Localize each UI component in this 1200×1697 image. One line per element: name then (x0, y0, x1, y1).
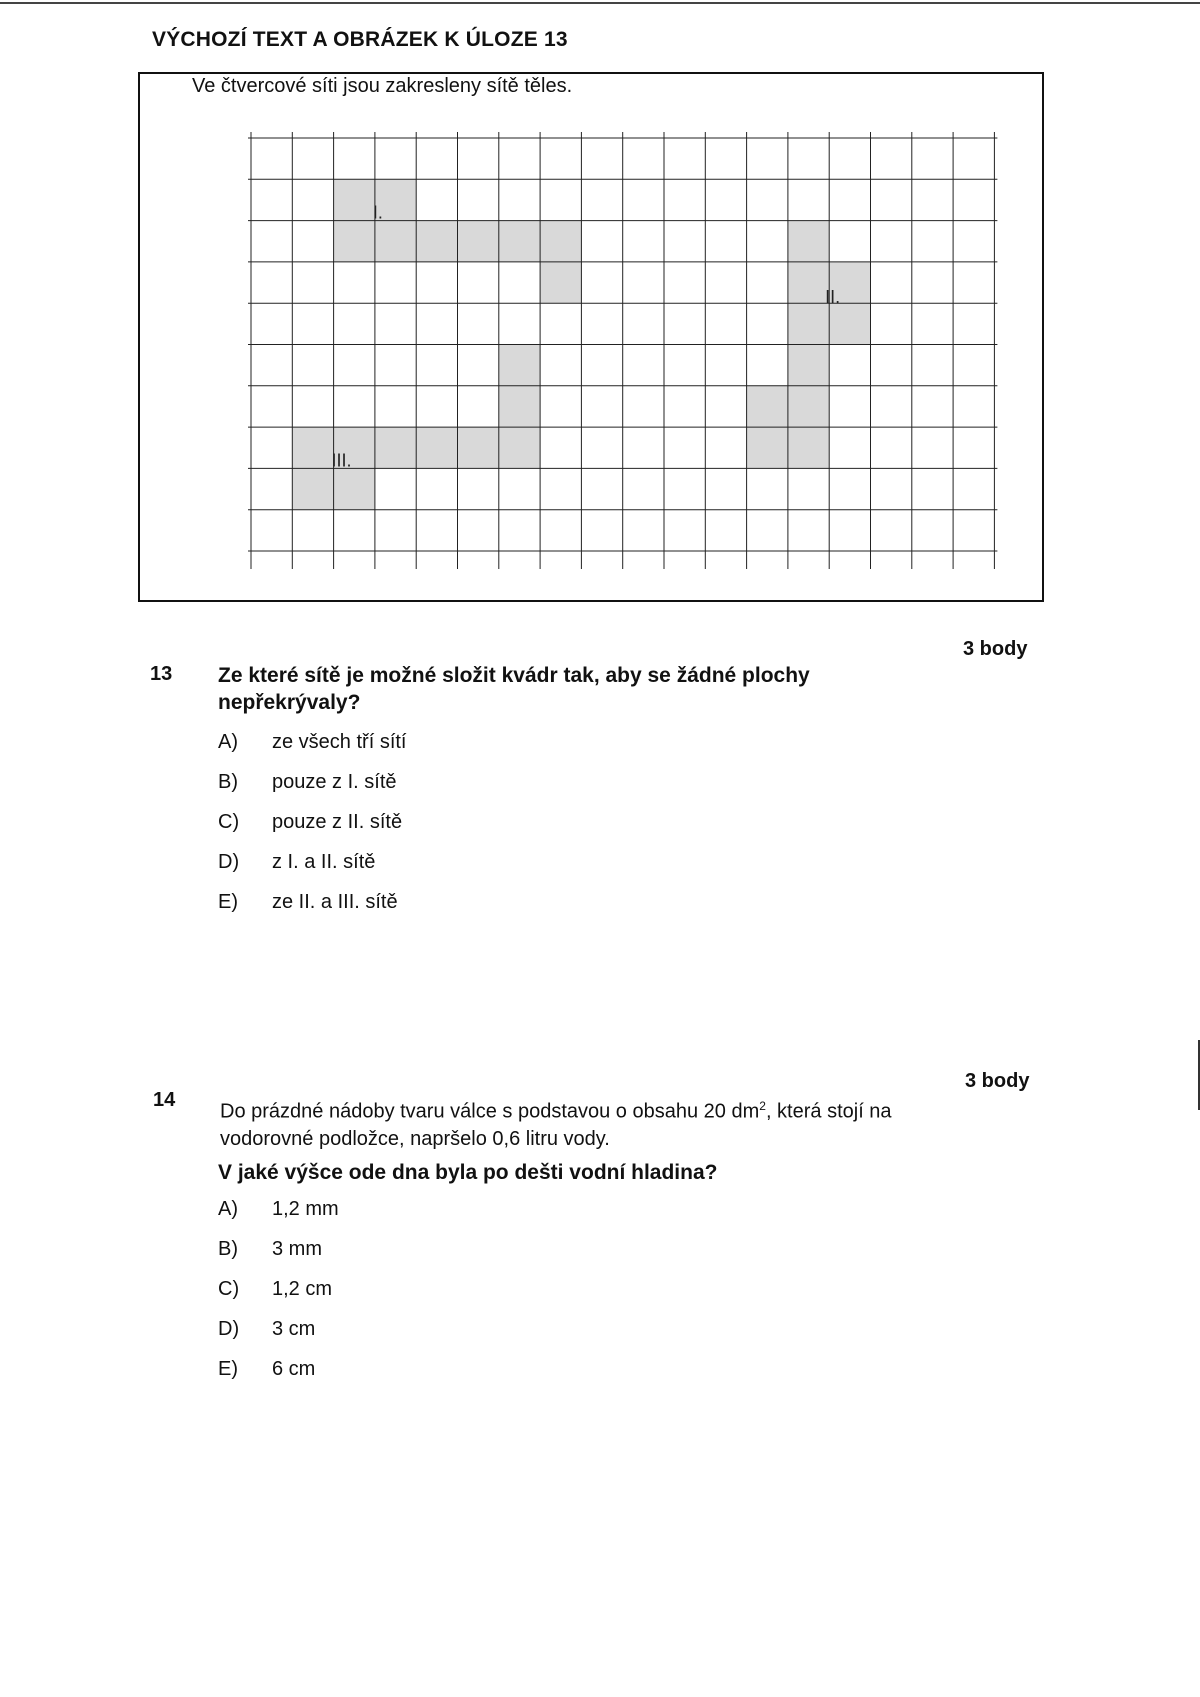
net-1-cells (416, 221, 540, 262)
section-heading: VÝCHOZÍ TEXT A OBRÁZEK K ÚLOZE 13 (152, 28, 568, 51)
q14-option-b[interactable]: B) 3 mm (218, 1238, 322, 1260)
net-3-cells (375, 427, 499, 468)
q14-option-d[interactable]: D) 3 cm (218, 1318, 316, 1340)
q14-statement: Do prázdné nádoby tvaru válce s podstavou o obsahu 20 $dm^2$, která stojí na vodorovné podložce, napršelo 0,6 litru vody. (220, 1099, 892, 1150)
q13-option-d[interactable]: D) z I. a II. sítě (218, 851, 376, 873)
q13-number: 13 (150, 663, 173, 685)
q13-option-b[interactable]: B) pouze z I. sítě (218, 771, 397, 793)
q13-option-e[interactable]: E) ze II. a III. sítě (218, 891, 398, 913)
q14-points: 3 body (965, 1070, 1030, 1092)
q13-points: 3 body (963, 638, 1028, 660)
net-label: III. (331, 450, 352, 471)
q14-option-c[interactable]: C) 1,2 cm (218, 1278, 333, 1300)
q13-option-a[interactable]: A) ze všech tří sítí (218, 731, 407, 753)
q14-number: 14 (153, 1089, 176, 1111)
q14-option-a[interactable]: A) 1,2 mm (218, 1198, 339, 1220)
net-3-cells (499, 345, 540, 469)
q14-prompt: V jaké výšce ode dna byla po dešti vodní hladina? (218, 1161, 718, 1184)
square-grid-figure (0, 0, 1200, 620)
net-label: II. (825, 287, 841, 308)
q13-prompt: Ze které sítě je možné složit kvádr tak, aby se žádné plochy nepřekrývaly? (218, 664, 810, 714)
net-label: I. (372, 202, 383, 223)
q13-option-c[interactable]: C) pouze z II. sítě (218, 811, 403, 833)
q14-option-e[interactable]: E) 6 cm (218, 1358, 316, 1380)
source-text: Ve čtvercové síti jsou zakresleny sítě těles. (192, 75, 573, 97)
